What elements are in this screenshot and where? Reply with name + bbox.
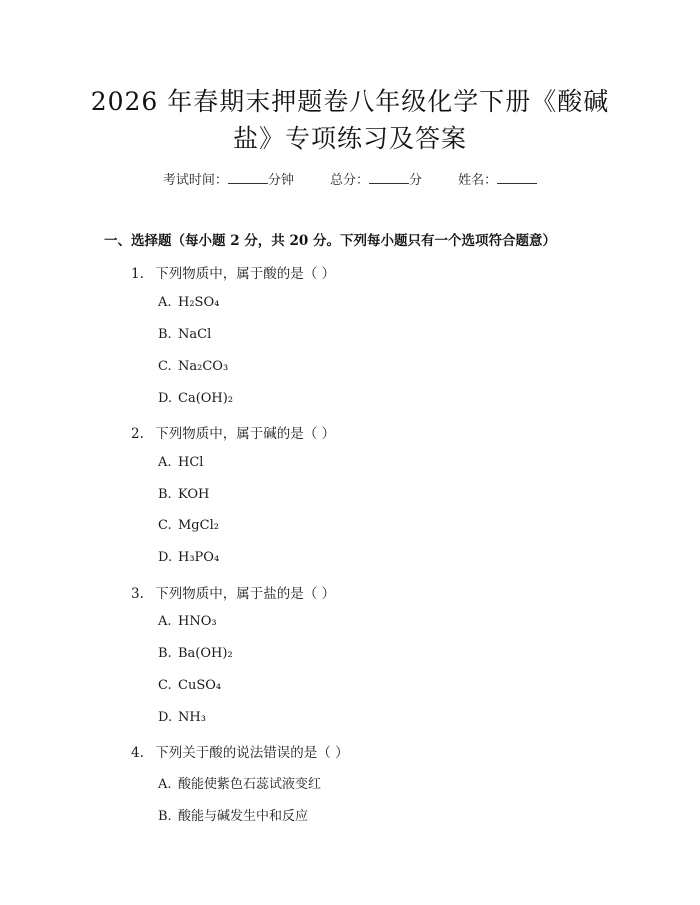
question-4-option-a	[158, 773, 321, 792]
question-number: 1.	[131, 266, 144, 282]
question-1-option-b	[158, 327, 211, 342]
question-1-option-c	[158, 359, 228, 374]
question-text: 下列物质中，属于盐的是（ ）	[155, 586, 336, 602]
exam-time-label: 考试时间：	[162, 173, 228, 188]
option-text: 酸能与碱发生中和反应	[178, 809, 309, 824]
question-text: 下列关于酸的说法错误的是（ ）	[155, 745, 349, 761]
option-letter: A.	[158, 455, 172, 470]
question-2-option-b	[158, 487, 209, 502]
question-4-option-b	[158, 805, 308, 824]
option-text: H₂SO₄	[178, 295, 220, 310]
exam-name	[458, 169, 537, 188]
question-2	[131, 422, 335, 442]
question-number: 3.	[131, 586, 144, 602]
question-1	[131, 262, 335, 282]
question-4	[131, 741, 349, 761]
option-text: KOH	[178, 487, 210, 502]
option-letter: A.	[158, 614, 172, 629]
document-title-line-1: 2026 年春期末押题卷八年级化学下册《酸碱	[90, 87, 610, 116]
option-letter: D.	[158, 550, 173, 565]
option-text: 酸能使紫色石蕊试液变红	[178, 777, 322, 792]
exam-time-unit: 分钟	[267, 173, 294, 188]
exam-score-unit: 分	[409, 173, 423, 188]
question-2-option-a	[158, 455, 203, 470]
option-text: CuSO₄	[178, 678, 222, 693]
option-letter: B.	[158, 809, 172, 824]
option-text: HCl	[178, 455, 204, 470]
exam-score-blank	[369, 171, 409, 184]
option-text: NH₃	[178, 710, 206, 725]
option-letter: B.	[158, 646, 172, 661]
option-letter: C.	[158, 518, 172, 533]
option-text: HNO₃	[178, 614, 217, 629]
question-3-option-c	[158, 678, 221, 693]
exam-name-label: 姓名：	[458, 173, 498, 188]
option-letter: D.	[158, 710, 173, 725]
exam-score	[330, 169, 422, 188]
exam-time	[163, 169, 294, 188]
option-text: Ba(OH)₂	[178, 646, 233, 661]
question-1-option-a	[158, 295, 219, 310]
option-text: MgCl₂	[178, 518, 219, 533]
question-number: 4.	[131, 745, 144, 761]
option-letter: B.	[158, 327, 172, 342]
question-text: 下列物质中，属于碱的是（ ）	[155, 426, 336, 442]
option-text: H₃PO₄	[178, 550, 220, 565]
question-text: 下列物质中，属于酸的是（ ）	[155, 266, 336, 282]
option-letter: A.	[158, 295, 172, 310]
question-3-option-a	[158, 614, 217, 629]
question-3	[131, 582, 335, 602]
question-3-option-d	[158, 710, 206, 725]
exam-info	[0, 169, 700, 188]
question-2-option-c	[158, 518, 219, 533]
question-3-option-b	[158, 646, 233, 661]
option-letter: D.	[158, 391, 173, 406]
option-text: NaCl	[178, 327, 212, 342]
question-2-option-d	[158, 550, 219, 565]
question-1-option-d	[158, 391, 233, 406]
option-text: Na₂CO₃	[178, 359, 229, 374]
document-title-line-2: 盐》专项练习及答案	[232, 124, 467, 153]
option-letter: A.	[158, 777, 172, 792]
exam-time-blank	[228, 171, 268, 184]
exam-name-blank	[497, 171, 537, 184]
question-number: 2.	[131, 426, 144, 442]
section-heading: 一、选择题（每小题 2 分，共 20 分。下列每小题只有一个选项符合题意）	[104, 233, 556, 249]
option-letter: B.	[158, 487, 172, 502]
option-letter: C.	[158, 359, 172, 374]
option-letter: C.	[158, 678, 172, 693]
option-text: Ca(OH)₂	[178, 391, 234, 406]
exam-score-label: 总分：	[329, 173, 369, 188]
